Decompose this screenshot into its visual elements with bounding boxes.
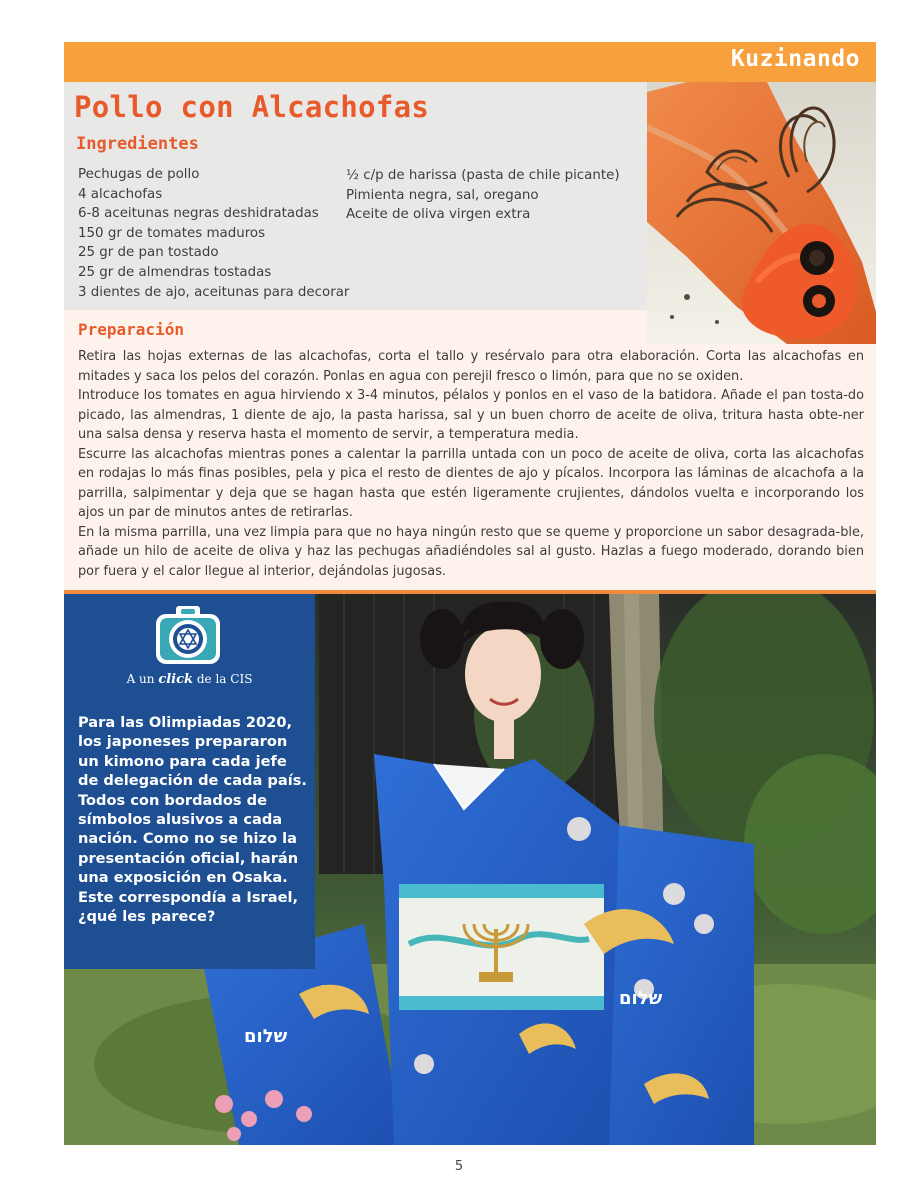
brand-suffix: de la CIS: [193, 672, 253, 686]
ingredient-item: 150 gr de tomates maduros: [78, 225, 266, 241]
ingredient-item: ½ c/p de harissa (pasta de chile picante): [346, 168, 620, 183]
preparation-paragraph: Retira las hojas externas de las alcachofas, corta el tallo y resérvalo para otra elaboración. Corta las alcachofas en mitades y saca los pelos del corazón. Ponlas en agua con perejil fresco o limón, para que no se oxiden.: [78, 349, 864, 384]
brand-click-word: click: [158, 672, 194, 687]
preparation-paragraph: Escurre las alcachofas mientras pones a calentar la parrilla untada con un poco de aceite de oliva, corta las alcachofas en rodajas lo más finas posibles, pela y pica el resto de dientes de ajo y pícalos. Incorpora las láminas de alcachofa a la parrilla, salpimentar y deja que se hagan hasta que estén ligeramente crujientes, dándolos vuelta e incorporando los ajos un par de minutos antes de retirarlas.: [78, 446, 864, 520]
ingredients-heading: Ingredientes: [76, 134, 199, 154]
kimono-caption: Para las Olimpiadas 2020, los japoneses prepararon un kimono para cada jefe de delegación de cada país. Todos con bordados de símbolos alusivos a cada nación. Como no se hizo la presentación oficial, harán una exposición en Osaka. Este correspondía a Israel, ¿qué les parece?: [78, 714, 307, 926]
ingredient-item: 25 gr de pan tostado: [78, 245, 219, 261]
ingredient-item: Aceite de oliva virgen extra: [346, 207, 531, 223]
ingredients-list-left: [78, 165, 349, 302]
camera-icon: [154, 604, 222, 666]
kimono-embroidery-left: שלום: [244, 1026, 288, 1047]
section-title: Kuzinando: [730, 46, 860, 72]
ingredients-list-right: [346, 166, 620, 225]
page-number: 5: [454, 1159, 464, 1174]
ingredient-item: 6-8 aceitunas negras deshidratadas: [78, 206, 319, 222]
ingredient-item: 25 gr de almendras tostadas: [78, 264, 272, 280]
ingredient-item: Pimienta negra, sal, oregano: [346, 187, 539, 203]
ingredient-item: 4 alcachofas: [78, 186, 163, 202]
recipe-title: Pollo con Alcachofas: [74, 90, 430, 124]
kimono-embroidery-right: שלום: [619, 988, 663, 1009]
brand-prefix: A un: [126, 672, 159, 686]
brand-label: [64, 672, 315, 687]
ingredient-item: Pechugas de pollo: [78, 167, 200, 182]
preparation-paragraph: Introduce los tomates en agua hirviendo x 3-4 minutos, pélalos y ponlos en el vaso de la batidora. Añade el pan tosta-do picado, las almendras, 1 diente de ajo, la pasta harissa, sal y un buen chorro de aceite de oliva, tritura hasta obte-ner una salsa densa y reserva hasta el momento de servir, a temperatura media.: [78, 388, 864, 442]
recipe-photo: [647, 82, 876, 344]
ingredient-item: 3 dientes de ajo, aceitunas para decorar: [78, 284, 350, 300]
section-header-bar: [64, 42, 876, 82]
preparation-paragraph: En la misma parrilla, una vez limpia para que no haya ningún resto que se queme y proporcione un sabor desagrada-ble, añade un hilo de aceite de oliva y haz las pechugas añadiéndoles sal al gusto. Hazlas a fuego moderado, dorando bien por fuera y el calor llegue al interior, dejándolas jugosas.: [78, 524, 864, 579]
preparation-heading: Preparación: [78, 320, 184, 339]
preparation-text: [78, 347, 864, 581]
